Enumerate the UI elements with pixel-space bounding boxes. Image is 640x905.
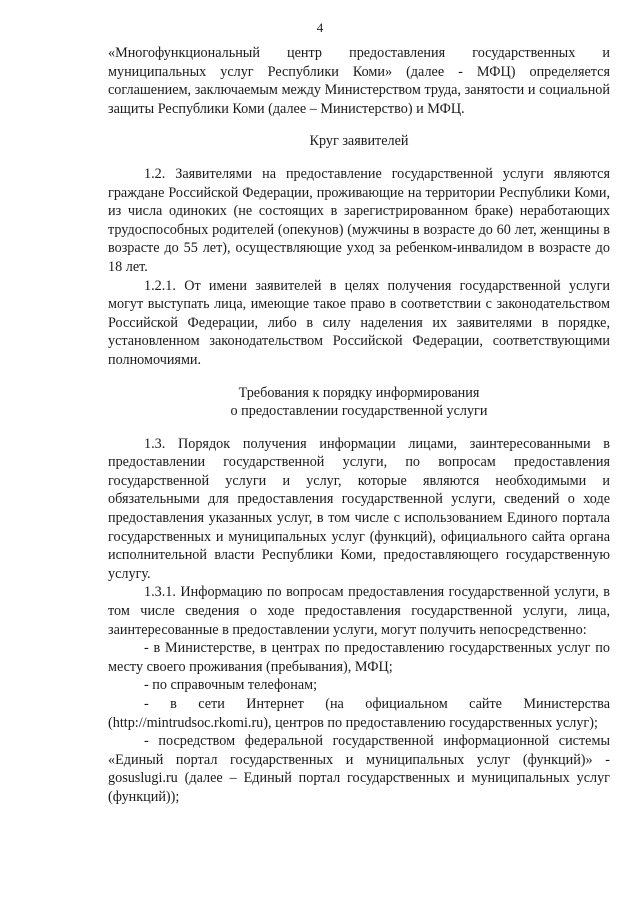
spacer: [108, 118, 610, 132]
list-item-internet: - в сети Интернет (на официальном сайте Министерства (http://mintrudsoc.rkomi.ru), центров по предоставлению государственных услуг);: [108, 696, 610, 731]
intro-paragraph: «Многофункциональный центр предоставления государственных и муниципальных услуг Республики Коми» (далее - МФЦ) определяется соглашением, заключаемым между Министерством труда, занятости и социальной защиты Республики Коми (далее – Министерство) и МФЦ.: [108, 45, 610, 117]
paragraph-1-2-1: 1.2.1. От имени заявителей в целях получения государственной услуги могут выступать лица, имеющие такое право в соответствии с законодательством Российской Федерации, либо в силу наделения их заявителями в порядке, установленном законодательством Российской Федерации, соответствующими полномочиями.: [108, 277, 610, 368]
section-title-informing-line2: о предоставлении государственной услуги: [230, 403, 488, 420]
document-body: [108, 44, 610, 807]
list-item-ministry: - в Министерстве, в центрах по предоставлению государственных услуг по месту своего проживания (пребывания), МФЦ;: [108, 640, 610, 675]
section-title-applicants: Круг заявителей: [309, 133, 409, 150]
spacer: [108, 151, 610, 165]
section-title-informing-line1: Требования к порядку информирования: [238, 384, 480, 401]
list-item-phones: - по справочным телефонам;: [144, 677, 318, 694]
spacer: [108, 421, 610, 435]
page-number: 4: [316, 20, 324, 35]
spacer: [108, 370, 610, 384]
paragraph-1-2: 1.2. Заявителями на предоставление государственной услуги являются граждане Российской Федерации, проживающие на территории Республики Коми, из числа одиноких (не состоящих в зарегистрированном браке) неработающих трудоспособных родителей (опекунов) (мужчины в возрасте до 60 лет, женщины в возрасте до 55 лет), осуществляющие уход за ребенком-инвалидом в возрасте до 18 лет.: [108, 165, 610, 275]
list-item-portal: - посредством федеральной государственной информационной системы «Единый портал государственных и муниципальных услуг (функций)» - gosuslugi.ru (далее – Единый портал государственных и муниципальных услуг (функций));: [108, 733, 610, 805]
paragraph-1-3-1: 1.3.1. Информацию по вопросам предоставления государственной услуги, в том числе сведения о ходе предоставления государственной услуги, лица, заинтересованные в предоставлении услуги, могут получить непосредственно:: [108, 584, 610, 638]
paragraph-1-3: 1.3. Порядок получения информации лицами, заинтересованными в предоставлении государственной услуги, по вопросам предоставления государственной услуги и услуг, которые являются необходимыми и обязательными для предоставления государственной услуги, сведений о ходе предоставления указанных услуг, в том числе с использованием Единого портала государственных и муниципальных услуг (функций), официального сайта органа исполнительной власти Республики Коми, предоставляющего государственную услугу.: [108, 435, 610, 582]
